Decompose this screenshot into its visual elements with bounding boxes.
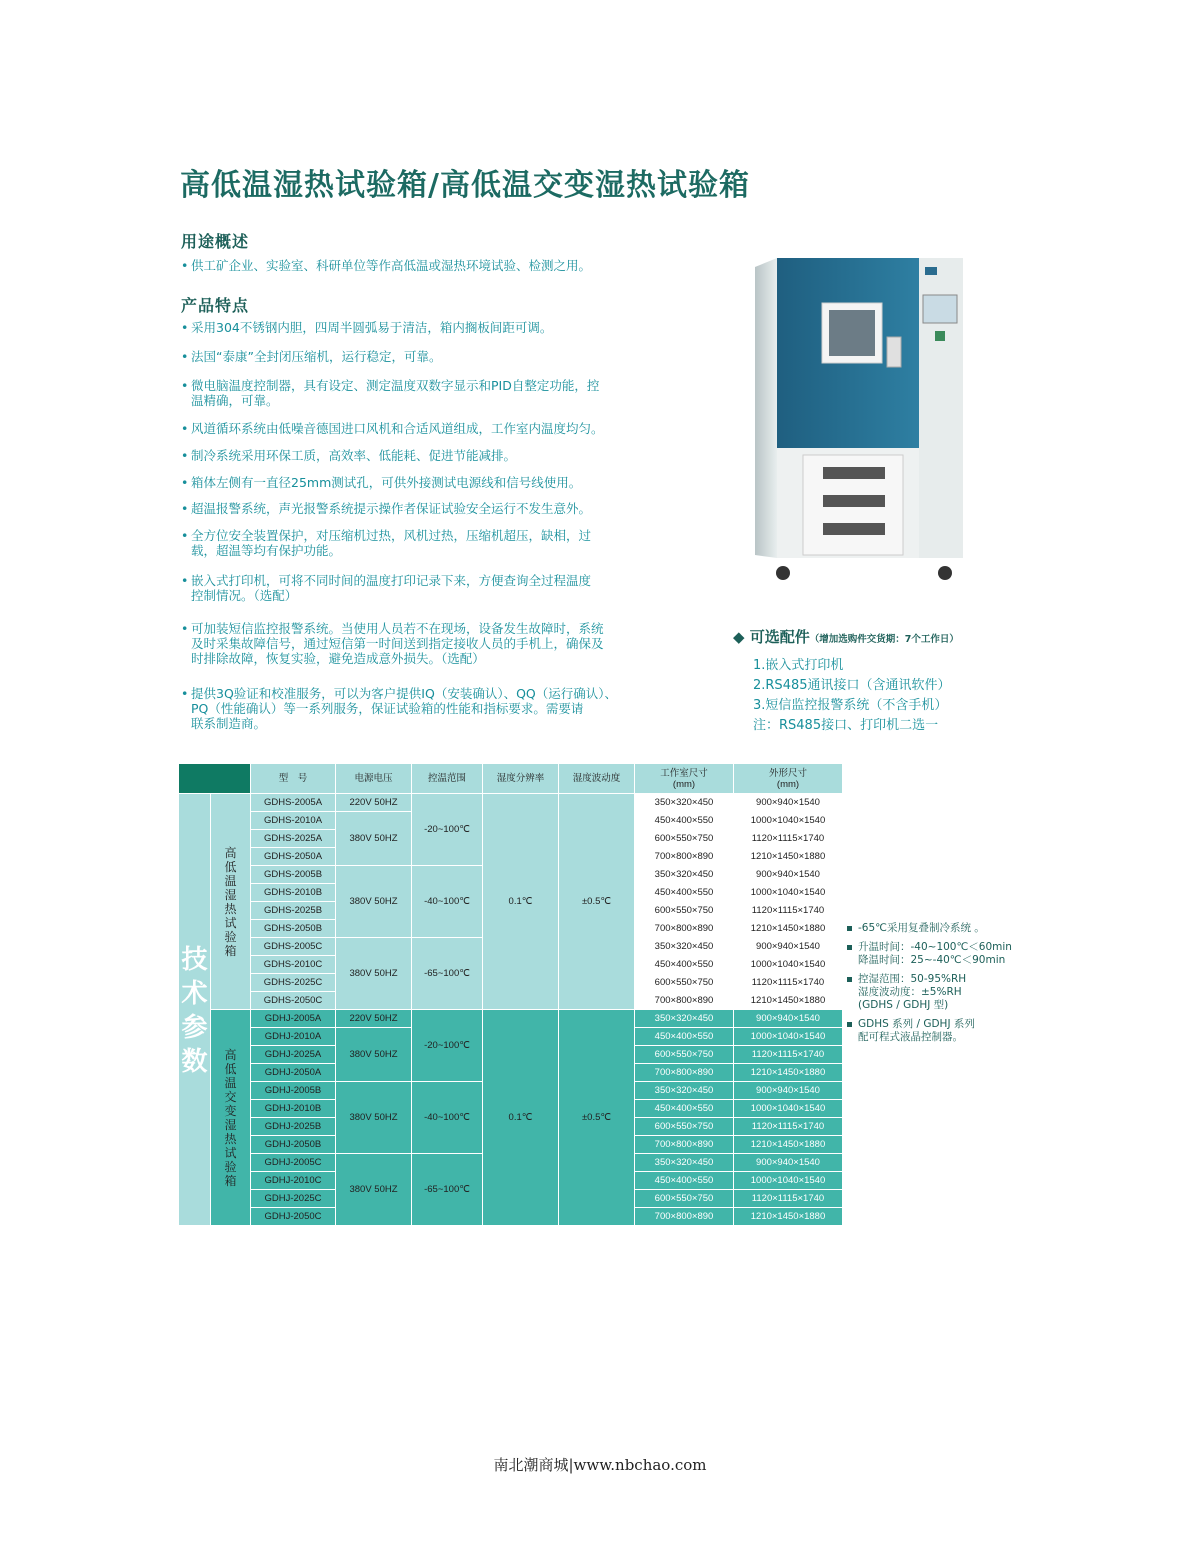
feature-line: 可加装短信监控报警系统。当使用人员若不在现场，设备发生故障时，系统 bbox=[191, 621, 604, 636]
feature-item: • 可加装短信监控报警系统。当使用人员若不在现场，设备发生故障时，系统 及时采集故障信号，通过短信第一时间送到指定接收人员的手机上，确保及 时排除故障，恢复实验，避免造成意外损失。（选配） bbox=[181, 621, 661, 666]
outer-size-cell: 1120×1115×1740 bbox=[734, 974, 843, 992]
table-row bbox=[179, 1010, 843, 1028]
outer-size-cell: 1000×1040×1540 bbox=[734, 1100, 843, 1118]
outer-size-cell: 1000×1040×1540 bbox=[734, 1028, 843, 1046]
group-label: 高 低 温 交 变 湿 热 试 验 箱 bbox=[211, 1010, 251, 1226]
model-cell: GDHJ-2005B bbox=[251, 1082, 336, 1100]
feature-line: 及时采集故障信号，通过短信第一时间送到指定接收人员的手机上，确保及 bbox=[191, 636, 604, 651]
note-item: GDHS 系列 / GDHJ 系列 配可程式液晶控制器。 bbox=[847, 1018, 1047, 1044]
work-size-cell: 700×800×890 bbox=[635, 1208, 734, 1226]
model-cell: GDHS-2010B bbox=[251, 884, 336, 902]
feature-line: 超温报警系统，声光报警系统提示操作者保证试验安全运行不发生意外。 bbox=[191, 501, 592, 516]
fluctuation-cell: ±0.5℃ bbox=[559, 794, 635, 1010]
work-size-cell: 450×400×550 bbox=[635, 1172, 734, 1190]
model-cell: GDHJ-2050A bbox=[251, 1064, 336, 1082]
feature-line: 嵌入式打印机，可将不同时间的温度打印记录下来，方便查询全过程温度 bbox=[191, 573, 592, 588]
voltage-cell: 380V 50HZ bbox=[336, 812, 412, 866]
feature-line: PQ（性能确认）等一系列服务，保证试验箱的性能和指标要求。需要请 bbox=[191, 701, 584, 716]
work-size-cell: 600×550×750 bbox=[635, 830, 734, 848]
model-cell: GDHJ-2025A bbox=[251, 1046, 336, 1064]
feature-line: 采用304不锈钢内胆，四周半圆弧易于清洁，箱内搁板间距可调。 bbox=[191, 320, 553, 335]
model-cell: GDHS-2005A bbox=[251, 794, 336, 812]
feature-line: 法国“泰康”全封闭压缩机，运行稳定，可靠。 bbox=[191, 349, 442, 364]
model-cell: GDHJ-2050B bbox=[251, 1136, 336, 1154]
column-header: 工作室尺寸 (mm) bbox=[635, 764, 734, 794]
feature-item: • 制冷系统采用环保工质，高效率、低能耗、促进节能减排。 bbox=[181, 448, 517, 463]
model-cell: GDHJ-2025C bbox=[251, 1190, 336, 1208]
spec-notes bbox=[847, 922, 1047, 1050]
work-size-cell: 350×320×450 bbox=[635, 794, 734, 812]
work-size-cell: 350×320×450 bbox=[635, 938, 734, 956]
group-label: 高 低 温 湿 热 试 验 箱 bbox=[211, 794, 251, 1010]
range-cell: -20~100℃ bbox=[412, 794, 483, 866]
outer-size-cell: 1000×1040×1540 bbox=[734, 1172, 843, 1190]
model-cell: GDHS-2050C bbox=[251, 992, 336, 1010]
work-size-cell: 350×320×450 bbox=[635, 866, 734, 884]
accessory-item: 2.RS485通讯接口（含通讯软件） bbox=[753, 678, 951, 693]
feature-line: 制冷系统采用环保工质，高效率、低能耗、促进节能减排。 bbox=[191, 448, 517, 463]
work-size-cell: 450×400×550 bbox=[635, 812, 734, 830]
feature-item: • 法国“泰康”全封闭压缩机，运行稳定，可靠。 bbox=[181, 349, 442, 364]
voltage-cell: 380V 50HZ bbox=[336, 1154, 412, 1226]
usage-text: • 供工矿企业、实验室、科研单位等作高低温或湿热环境试验、检测之用。 bbox=[181, 258, 592, 273]
bullet-square-icon bbox=[847, 945, 852, 950]
outer-size-cell: 900×940×1540 bbox=[734, 1154, 843, 1172]
column-header: 电源电压 bbox=[336, 764, 412, 794]
outer-size-cell: 900×940×1540 bbox=[734, 794, 843, 812]
feature-item: • 采用304不锈钢内胆，四周半圆弧易于清洁，箱内搁板间距可调。 bbox=[181, 320, 553, 335]
outer-size-cell: 1000×1040×1540 bbox=[734, 812, 843, 830]
footer-text: 南北潮商城|www.nbchao.com bbox=[493, 1456, 707, 1474]
outer-size-cell: 1000×1040×1540 bbox=[734, 956, 843, 974]
column-header: 控温范围 bbox=[412, 764, 483, 794]
features-heading: 产品特点 bbox=[181, 296, 250, 315]
model-cell: GDHJ-2050C bbox=[251, 1208, 336, 1226]
feature-line: 提供3Q验证和校准服务，可以为客户提供IQ（安装确认）、QQ（运行确认）、 bbox=[191, 686, 617, 701]
outer-size-cell: 1120×1115×1740 bbox=[734, 1046, 843, 1064]
model-cell: GDHS-2025B bbox=[251, 902, 336, 920]
test-chamber-image bbox=[745, 255, 975, 595]
feature-item: • 提供3Q验证和校准服务，可以为客户提供IQ（安装确认）、QQ（运行确认）、 PQ（性能确认）等一系列服务，保证试验箱的性能和指标要求。需要请 联系制造商。 bbox=[181, 686, 661, 731]
outer-size-cell: 900×940×1540 bbox=[734, 938, 843, 956]
voltage-cell: 380V 50HZ bbox=[336, 866, 412, 938]
accessory-item: 1.嵌入式打印机 bbox=[753, 658, 844, 673]
work-size-cell: 350×320×450 bbox=[635, 1154, 734, 1172]
model-cell: GDHS-2050A bbox=[251, 848, 336, 866]
work-size-cell: 700×800×890 bbox=[635, 1064, 734, 1082]
column-header: 湿度分辨率 bbox=[483, 764, 559, 794]
accessory-item: 3.短信监控报警系统（不含手机） bbox=[753, 698, 948, 713]
voltage-cell: 220V 50HZ bbox=[336, 794, 412, 812]
feature-item: • 风道循环系统由低噪音德国进口风机和合适风道组成，工作室内温度均匀。 bbox=[181, 421, 604, 436]
model-cell: GDHS-2025C bbox=[251, 974, 336, 992]
work-size-cell: 450×400×550 bbox=[635, 884, 734, 902]
column-header: 湿度波动度 bbox=[559, 764, 635, 794]
voltage-cell: 380V 50HZ bbox=[336, 938, 412, 1010]
note-item: -65℃采用复叠制冷系统 。 bbox=[847, 922, 1047, 935]
range-cell: -40~100℃ bbox=[412, 1082, 483, 1154]
feature-item: • 全方位安全装置保护，对压缩机过热，风机过热，压缩机超压，缺相，过 载，超温等均有保护功能。 bbox=[181, 528, 661, 558]
range-cell: -20~100℃ bbox=[412, 1010, 483, 1082]
accessories-heading: ◆ 可选配件（增加选购件交货期：7个工作日） bbox=[733, 628, 959, 646]
bullet-square-icon bbox=[847, 977, 852, 982]
outer-size-cell: 1000×1040×1540 bbox=[734, 884, 843, 902]
note-item: 控湿范围：50-95%RH 湿度波动度：±5%RH (GDHS / GDHJ 型) bbox=[847, 973, 1047, 1012]
outer-size-cell: 900×940×1540 bbox=[734, 1082, 843, 1100]
feature-line: 风道循环系统由低噪音德国进口风机和合适风道组成，工作室内温度均匀。 bbox=[191, 421, 604, 436]
feature-item: • 微电脑温度控制器，具有设定、测定温度双数字显示和PID自整定功能，控 温精确，可靠。 bbox=[181, 378, 661, 408]
outer-size-cell: 900×940×1540 bbox=[734, 866, 843, 884]
work-size-cell: 700×800×890 bbox=[635, 848, 734, 866]
column-header: 型 号 bbox=[251, 764, 336, 794]
work-size-cell: 350×320×450 bbox=[635, 1082, 734, 1100]
feature-line: 时排除故障，恢复实验，避免造成意外损失。（选配） bbox=[191, 651, 485, 666]
model-cell: GDHJ-2010B bbox=[251, 1100, 336, 1118]
work-size-cell: 450×400×550 bbox=[635, 1028, 734, 1046]
model-cell: GDHS-2010A bbox=[251, 812, 336, 830]
outer-size-cell: 1210×1450×1880 bbox=[734, 1136, 843, 1154]
model-cell: GDHS-2005B bbox=[251, 866, 336, 884]
feature-item: • 嵌入式打印机，可将不同时间的温度打印记录下来，方便查询全过程温度 控制情况。（选配） bbox=[181, 573, 661, 603]
outer-size-cell: 1210×1450×1880 bbox=[734, 1208, 843, 1226]
feature-line: 联系制造商。 bbox=[191, 716, 267, 731]
outer-size-cell: 1210×1450×1880 bbox=[734, 920, 843, 938]
work-size-cell: 600×550×750 bbox=[635, 1118, 734, 1136]
work-size-cell: 700×800×890 bbox=[635, 1136, 734, 1154]
work-size-cell: 350×320×450 bbox=[635, 1010, 734, 1028]
column-header: 外形尺寸 (mm) bbox=[734, 764, 843, 794]
outer-size-cell: 1210×1450×1880 bbox=[734, 848, 843, 866]
model-cell: GDHS-2005C bbox=[251, 938, 336, 956]
range-cell: -65~100℃ bbox=[412, 938, 483, 1010]
model-cell: GDHS-2010C bbox=[251, 956, 336, 974]
range-cell: -65~100℃ bbox=[412, 1154, 483, 1226]
voltage-cell: 380V 50HZ bbox=[336, 1028, 412, 1082]
work-size-cell: 450×400×550 bbox=[635, 1100, 734, 1118]
feature-line: 控制情况。（选配） bbox=[191, 588, 298, 603]
fluctuation-cell: ±0.5℃ bbox=[559, 1010, 635, 1226]
outer-size-cell: 1120×1115×1740 bbox=[734, 902, 843, 920]
feature-item: • 超温报警系统，声光报警系统提示操作者保证试验安全运行不发生意外。 bbox=[181, 501, 592, 516]
bullet-square-icon bbox=[847, 1022, 852, 1027]
feature-item: • 箱体左侧有一直径25mm测试孔，可供外接测试电源线和信号线使用。 bbox=[181, 475, 582, 490]
feature-line: 微电脑温度控制器，具有设定、测定温度双数字显示和PID自整定功能，控 bbox=[191, 378, 600, 393]
model-cell: GDHJ-2025B bbox=[251, 1118, 336, 1136]
note-item: 升温时间：-40~100℃＜60min 降温时间：25~-40℃＜90min bbox=[847, 941, 1047, 967]
usage-heading: 用途概述 bbox=[181, 232, 250, 251]
outer-size-cell: 1120×1115×1740 bbox=[734, 1118, 843, 1136]
model-cell: GDHJ-2005A bbox=[251, 1010, 336, 1028]
model-cell: GDHJ-2005C bbox=[251, 1154, 336, 1172]
resolution-cell: 0.1℃ bbox=[483, 1010, 559, 1226]
voltage-cell: 220V 50HZ bbox=[336, 1010, 412, 1028]
spec-side-label: 技 术 参 数 bbox=[179, 794, 211, 1226]
work-size-cell: 600×550×750 bbox=[635, 1190, 734, 1208]
spec-table bbox=[178, 763, 843, 1226]
work-size-cell: 450×400×550 bbox=[635, 956, 734, 974]
outer-size-cell: 1120×1115×1740 bbox=[734, 1190, 843, 1208]
table-row bbox=[179, 794, 843, 812]
resolution-cell: 0.1℃ bbox=[483, 794, 559, 1010]
outer-size-cell: 900×940×1540 bbox=[734, 1010, 843, 1028]
work-size-cell: 600×550×750 bbox=[635, 974, 734, 992]
work-size-cell: 600×550×750 bbox=[635, 902, 734, 920]
work-size-cell: 700×800×890 bbox=[635, 992, 734, 1010]
feature-line: 温精确，可靠。 bbox=[191, 393, 279, 408]
model-cell: GDHJ-2010A bbox=[251, 1028, 336, 1046]
range-cell: -40~100℃ bbox=[412, 866, 483, 938]
model-cell: GDHS-2025A bbox=[251, 830, 336, 848]
bullet-square-icon bbox=[847, 926, 852, 931]
feature-line: 箱体左侧有一直径25mm测试孔，可供外接测试电源线和信号线使用。 bbox=[191, 475, 582, 490]
feature-line: 全方位安全装置保护，对压缩机过热，风机过热，压缩机超压，缺相，过 bbox=[191, 528, 592, 543]
outer-size-cell: 1210×1450×1880 bbox=[734, 992, 843, 1010]
work-size-cell: 700×800×890 bbox=[635, 920, 734, 938]
model-cell: GDHJ-2010C bbox=[251, 1172, 336, 1190]
outer-size-cell: 1210×1450×1880 bbox=[734, 1064, 843, 1082]
voltage-cell: 380V 50HZ bbox=[336, 1082, 412, 1154]
work-size-cell: 600×550×750 bbox=[635, 1046, 734, 1064]
accessory-item: 注：RS485接口、打印机二选一 bbox=[753, 718, 939, 733]
feature-line: 载，超温等均有保护功能。 bbox=[191, 543, 342, 558]
outer-size-cell: 1120×1115×1740 bbox=[734, 830, 843, 848]
model-cell: GDHS-2050B bbox=[251, 920, 336, 938]
page-title: 高低温湿热试验箱/高低温交变湿热试验箱 bbox=[180, 168, 750, 203]
